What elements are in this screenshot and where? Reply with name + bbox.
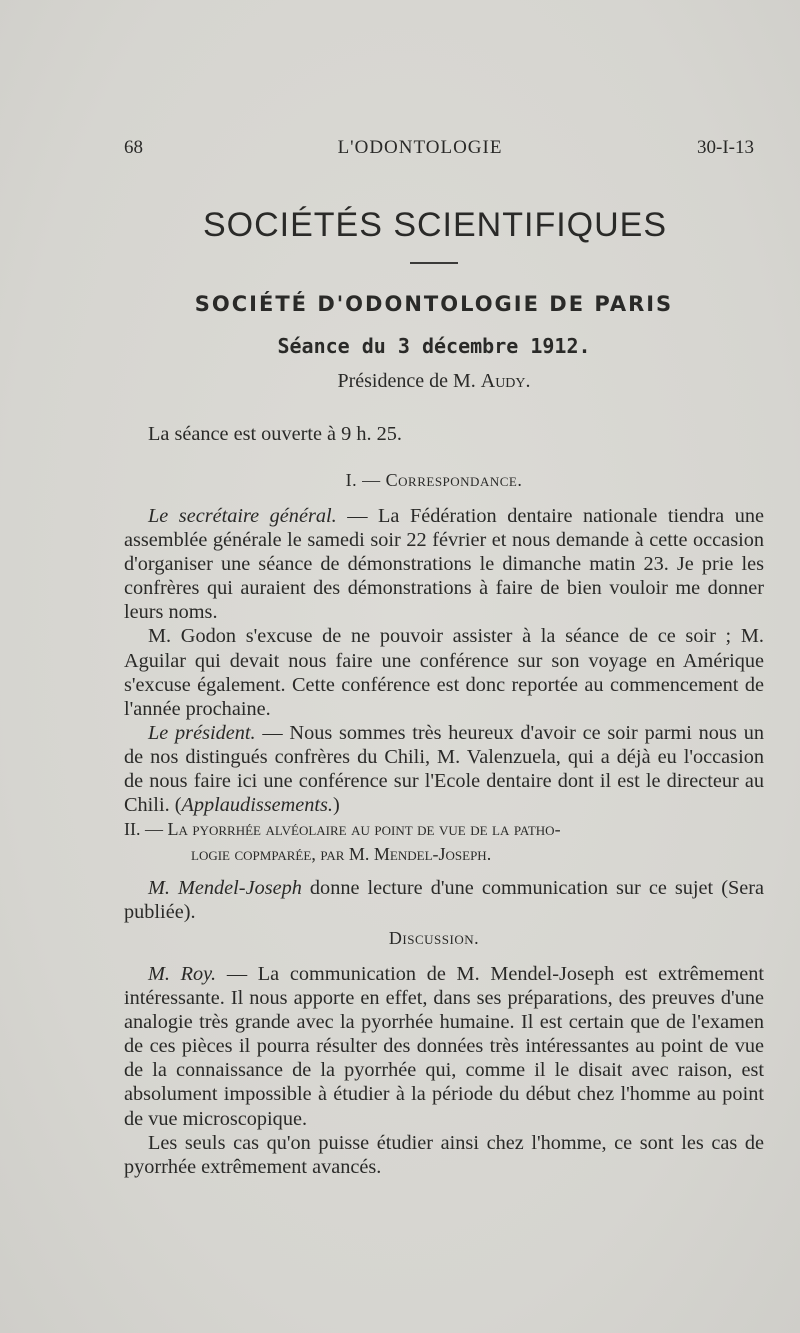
journal-title: L'ODONTOLOGIE <box>337 137 503 158</box>
presidency-prefix: Présidence de M. <box>337 370 481 392</box>
speaker-roy: M. Roy. <box>148 963 217 985</box>
presidency-suffix: . <box>525 370 531 392</box>
opening-paragraph: La séance est ouverte à 9 h. 25. <box>148 423 402 445</box>
paragraph-godon: M. Godon s'excuse de ne pouvoir assister à la séance de ce soir ; M. Aguilar qui devait nous faire une conférence sur son voyage en Amérique s'excuse également. Cette conférence est donc reportée au commencement de l'année prochaine. <box>124 625 764 720</box>
page-number: 68 <box>124 137 143 158</box>
issue-date: 30-I-13 <box>697 137 754 158</box>
section-1-heading <box>0 470 800 491</box>
opening-line <box>124 422 764 446</box>
applause: Applaudissements. <box>181 794 334 817</box>
running-head <box>124 137 754 159</box>
correspondence-text <box>124 504 764 817</box>
paragraph-roy <box>124 962 764 1131</box>
applause-close: ) <box>333 794 340 817</box>
mendel-statement: donne lecture d'une communication sur ce sujet (Sera publiée). <box>124 877 764 924</box>
discussion-heading <box>0 928 800 949</box>
president-name: Audy <box>480 370 526 392</box>
page-title: SOCIÉTÉS SCIENTIFIQUES <box>202 206 668 244</box>
section-2-line-1: II. — La pyorrhée alvéolaire au point de vue de la patho- <box>124 819 561 839</box>
section-2-heading <box>124 817 764 867</box>
title-divider <box>410 262 458 264</box>
discussion-text <box>124 962 764 1179</box>
discussion-title: Discussion. <box>388 928 480 948</box>
secretary-text: — La Fédération dentaire nationale tiendra une assemblée générale le samedi soir 22 février et nous demande à cette occasion d'organiser une séance de démonstrations le dimanche matin 23. Je prie les confrères qui auraient des démonstrations à faire de bien vouloir me donner leurs noms. <box>124 505 764 624</box>
roy-text: — La communication de M. Mendel-Joseph est extrêmement intéressante. Il nous apporte en effet, dans ses préparations, des preuves d'une analogie très grande avec la pyorrhée humaine. Il est certain que de l'examen de ces pièces il pourra résulter des données très intéressantes au point de vue de la connaissance de la pyorrhée qui, comme il le disait avec raison, est absolument impossible à étudier à la période du début chez l'homme au point de vue microscopique. <box>124 963 764 1130</box>
society-heading: SOCIÉTÉ D'ODONTOLOGIE DE PARIS <box>194 292 674 316</box>
paragraph-secretary <box>124 504 764 624</box>
mendel-text <box>124 876 764 924</box>
paragraph-president <box>124 721 764 817</box>
paragraph-mendel <box>124 876 764 924</box>
section-2-line-2: logie copmparée, par M. Mendel-Joseph. <box>191 844 492 864</box>
paragraph-conclusion: Les seuls cas qu'on puisse étudier ainsi chez l'homme, ce sont les cas de pyorrhée extrêmement avancés. <box>124 1131 764 1178</box>
section-1-number: I. — <box>345 470 386 490</box>
speaker-secretary: Le secrétaire général. <box>148 505 337 527</box>
speaker-president: Le président. <box>148 721 256 744</box>
speaker-mendel: M. Mendel-Joseph <box>148 877 302 899</box>
president-text: — Nous sommes très heureux d'avoir ce soir parmi nous un de nos distingués confrères du Chili, M. Valenzuela, qui a déjà eu l'occasion de nous faire ici une conférence sur l'Ecole dentaire dont il est le directeur au Chili. ( <box>124 721 764 817</box>
presidency-line <box>0 370 800 393</box>
section-1-title: Correspondance. <box>385 470 523 490</box>
session-heading: Séance du 3 décembre 1912. <box>277 334 591 358</box>
